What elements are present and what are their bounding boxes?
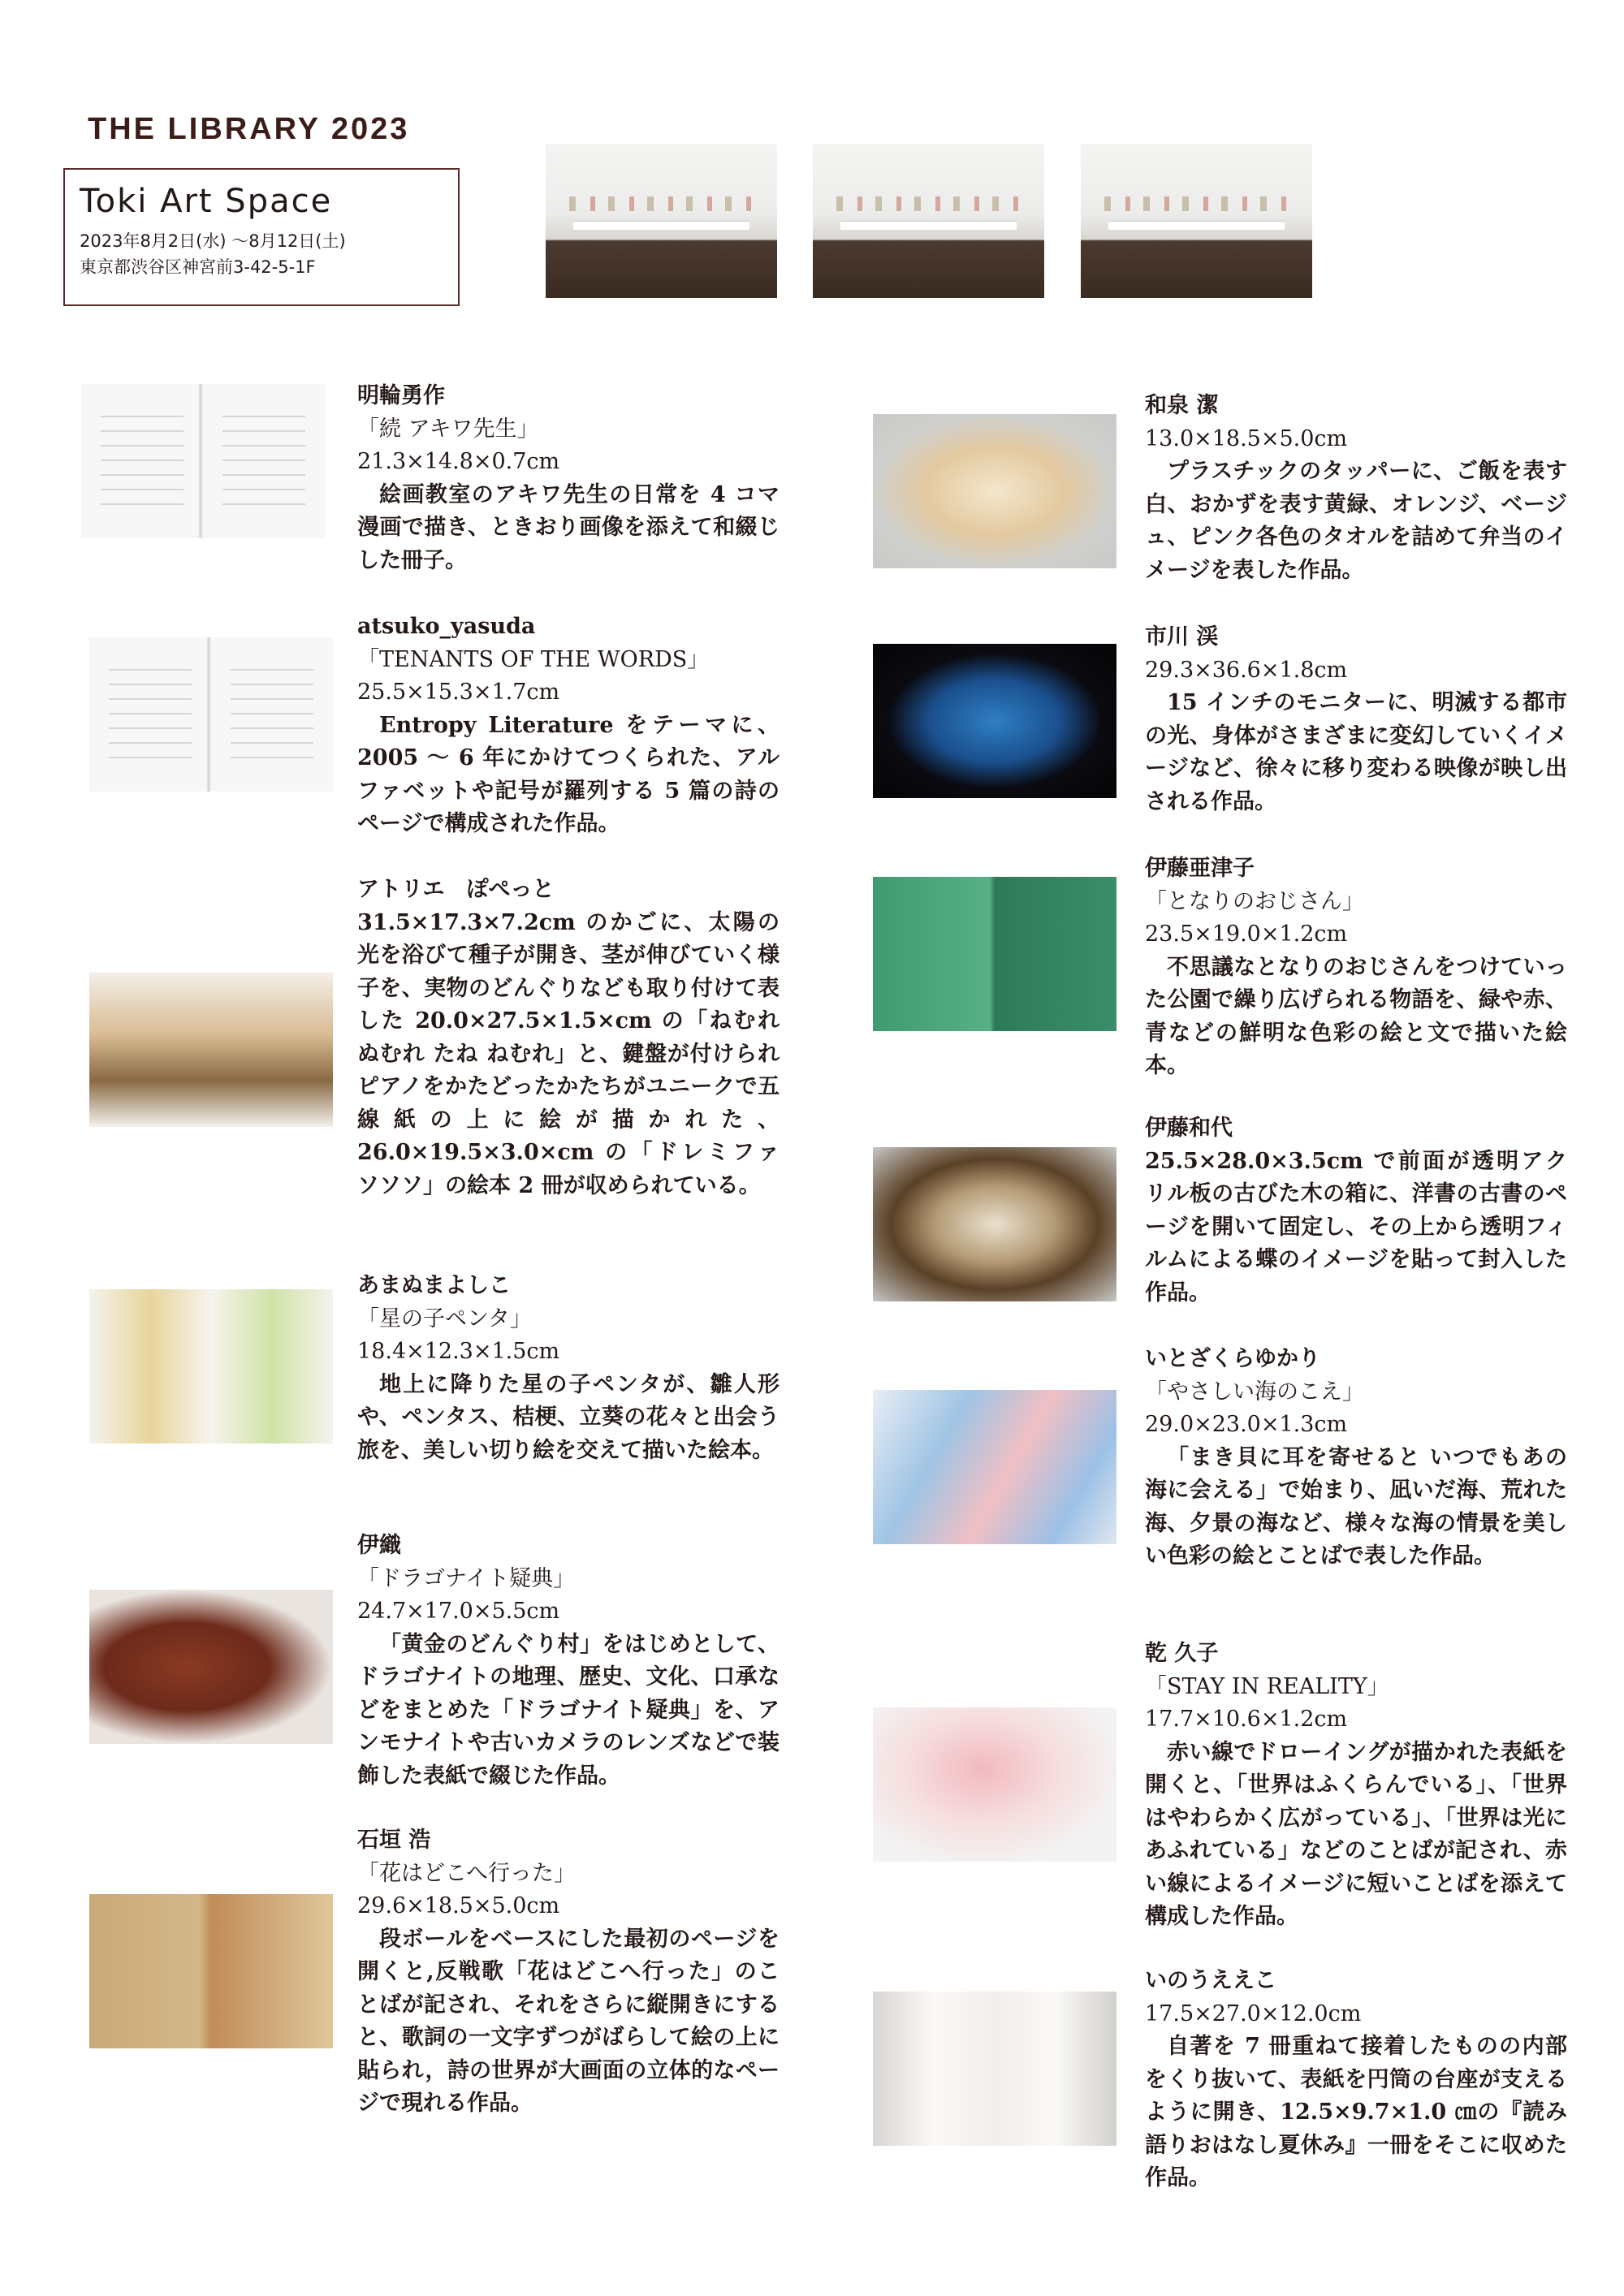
work-description: 不思議なとなりのおじさんをつけていった公園で繰り広げられる物語を、緑や赤、青などの鮮明な色彩の絵と文で描いた絵本。 <box>1145 954 1567 1078</box>
artwork-photo <box>81 384 325 538</box>
work-title: 「星の子ペンタ」 <box>357 1306 532 1331</box>
artwork-entry <box>357 874 780 1202</box>
artist-name: 伊織 <box>357 1533 401 1558</box>
artwork-entry <box>1145 390 1567 587</box>
work-description: プラスチックのタッパーに、ご飯を表す白、おかずを表す黄緑、オレンジ、ベージュ、ピンク各色のタオルを詰めて弁当のイメージを表した作品。 <box>1145 459 1567 583</box>
gallery-photo-1 <box>546 144 777 298</box>
artist-name: 和泉 潔 <box>1145 393 1219 418</box>
work-description: 自著を 7 冊重ねて接着したものの内部をくり抜いて、表紙を円筒の台座が支えるように開き、12.5×9.7×1.0 ㎝の『読み語りおはなし夏休み』一冊をそこに収めた作品。 <box>1145 2034 1567 2190</box>
artist-name: いとざくらゆかり <box>1145 1346 1320 1371</box>
work-dimensions: 21.3×14.8×0.7cm <box>357 449 560 474</box>
page-title: THE LIBRARY 2023 <box>88 112 410 146</box>
artwork-entry <box>357 611 780 841</box>
artwork-entry <box>1145 852 1567 1083</box>
artwork-photo <box>873 414 1116 568</box>
work-title: 「花はどこへ行った」 <box>357 1860 576 1886</box>
artwork-photo <box>89 1289 333 1444</box>
work-description: 25.5×28.0×3.5cm で前面が透明アクリル板の古びた木の箱に、洋書の古書のページを開いて固定し、その上から透明フィルムによる蝶のイメージを貼って封入した作品。 <box>1145 1148 1567 1306</box>
work-description: 絵画教室のアキワ先生の日常を 4 コマ漫画で描き、ときおり画像を添えて和綴じした冊子。 <box>357 481 780 573</box>
gallery-photo-3 <box>1081 144 1312 298</box>
artist-name: 乾 久子 <box>1145 1641 1219 1666</box>
artwork-photo <box>873 877 1116 1031</box>
artwork-photo <box>89 1894 333 2048</box>
artwork-photo <box>873 1992 1116 2146</box>
artwork-photo <box>89 637 333 792</box>
artwork-entry <box>1145 621 1567 818</box>
artwork-entry <box>357 1530 780 1793</box>
work-dimensions: 29.6×18.5×5.0cm <box>357 1893 560 1918</box>
work-dimensions: 25.5×15.3×1.7cm <box>357 680 560 705</box>
artwork-photo <box>89 1590 333 1744</box>
artwork-entry <box>357 1270 780 1467</box>
work-dimensions: 24.7×17.0×5.5cm <box>357 1599 560 1624</box>
work-dimensions: 17.5×27.0×12.0cm <box>1145 2000 1362 2026</box>
artist-name: 石垣 浩 <box>357 1828 431 1853</box>
work-dimensions: 18.4×12.3×1.5cm <box>357 1339 560 1364</box>
work-title: 「続 アキワ先生」 <box>357 416 539 442</box>
artist-name: 伊藤亜津子 <box>1145 856 1255 881</box>
work-dimensions: 29.0×23.0×1.3cm <box>1145 1412 1348 1437</box>
work-description: 15 インチのモニターに、明滅する都市の光、身体がさまざまに変幻していくイメージなど、徐々に移り変わる映像が映し出される作品。 <box>1145 690 1567 814</box>
work-description: 段ボールをベースにした最初のページを開くと,反戦歌「花はどこへ行った」のことばが記され、それをさらに縦開きにすると、歌詞の一文字ずつがばらして絵の上に貼られ，詩の世界が大画面の立体的なページで現れる作品。 <box>357 1926 780 2116</box>
work-description: 「まき貝に耳を寄せると いつでもあの海に会える」で始まり、凪いだ海、荒れた海、夕景の海など、様々な海の情景を美しい色彩の絵とことばで表した作品。 <box>1145 1444 1567 1569</box>
work-dimensions: 29.3×36.6×1.8cm <box>1145 657 1348 683</box>
artwork-entry <box>1145 1965 1567 2195</box>
artwork-entry <box>1145 1638 1567 1934</box>
artist-name: 明輪勇作 <box>357 383 445 408</box>
work-title: 「となりのおじさん」 <box>1145 888 1364 914</box>
artwork-entry <box>1145 1343 1567 1573</box>
artist-name: アトリエ ぽぺっと <box>357 877 555 902</box>
artist-name: いのうええこ <box>1145 1968 1276 1993</box>
venue-info-box <box>63 168 460 306</box>
work-title: 「やさしい海のこえ」 <box>1145 1379 1364 1405</box>
artwork-photo <box>873 1707 1116 1862</box>
artwork-photo <box>873 644 1116 798</box>
work-title: 「ドラゴナイト疑典」 <box>357 1565 576 1591</box>
work-title: 「STAY IN REALITY」 <box>1145 1673 1389 1699</box>
exhibition-dates: 2023年8月2日(水) ～8月12日(土) <box>80 231 346 251</box>
artwork-entry <box>357 1824 780 2121</box>
work-dimensions: 17.7×10.6×1.2cm <box>1145 1707 1348 1732</box>
artwork-entry <box>357 380 780 577</box>
gallery-photo-2 <box>813 144 1044 298</box>
work-description: 31.5×17.3×7.2cm のかごに、太陽の光を浴びて種子が開き、茎が伸びていく様子を、実物のどんぐりなども取り付けて表した 20.0×27.5×1.5×cm の「ねむれ ぬむれ たね ねむれ」と、鍵盤が付けられピアノをかたどったかたちがユニークで五線紙の上に絵が描かれた、26.0×19.5×3.0×cm の「ドレミファ ソソソ」の絵本 2 冊が収められている。 <box>357 909 780 1198</box>
work-description: 「黄金のどんぐり村」をはじめとして、ドラゴナイトの地理、歴史、文化、口承などをまとめた「ドラゴナイト疑典」を、アンモナイトや古いカメラのレンズなどで装飾した表紙で綴じた作品。 <box>357 1631 780 1789</box>
work-description: 赤い線でドローイングが描かれた表紙を開くと、「世界はふくらんでいる」、「世界はやわらかく広がっている」、「世界は光にあふれている」などのことばが記され、赤い線によるイメージに短いことばを添えて構成した作品。 <box>1145 1739 1567 1929</box>
artist-name: atsuko_yasuda <box>357 614 536 639</box>
work-dimensions: 23.5×19.0×1.2cm <box>1145 921 1348 947</box>
work-dimensions: 13.0×18.5×5.0cm <box>1145 425 1348 451</box>
artwork-entry <box>1145 1112 1567 1310</box>
artwork-photo <box>89 973 333 1127</box>
artwork-photo <box>873 1390 1116 1544</box>
work-description: Entropy Literature をテーマに、2005 ～ 6 年にかけてつくられた、アルファベットや記号が羅列する 5 篇の詩のページで構成された作品。 <box>357 712 780 836</box>
artist-name: 伊藤和代 <box>1145 1116 1233 1141</box>
artist-name: あまぬまよしこ <box>357 1273 511 1298</box>
venue-address: 東京都渋谷区神宮前3-42-5-1F <box>80 257 316 277</box>
artist-name: 市川 渓 <box>1145 624 1219 650</box>
work-description: 地上に降りた星の子ペンタが、雛人形や、ペンタス、桔梗、立葵の花々と出会う旅を、美しい切り絵を交えて描いた絵本。 <box>357 1371 780 1463</box>
artwork-photo <box>873 1147 1116 1301</box>
work-title: 「TENANTS OF THE WORDS」 <box>357 646 710 672</box>
venue-name: Toki Art Space <box>80 183 333 220</box>
